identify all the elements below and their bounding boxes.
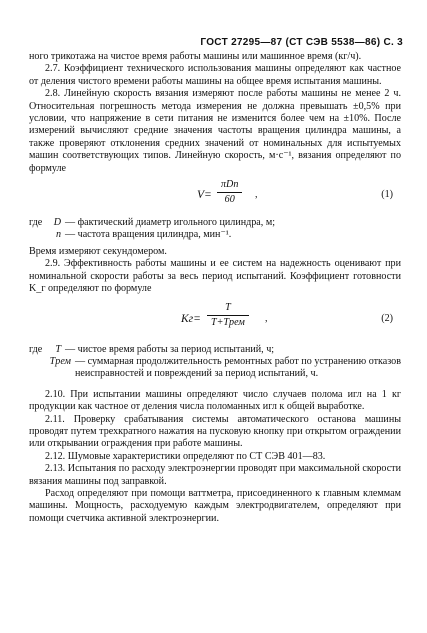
formula-1-numerator: πDn — [221, 179, 239, 191]
paragraph-2-7: 2.7. Коэффициент технического использования машины определяют как частное от деления чистого времени работы машины на общее время испытания машины. — [29, 63, 401, 87]
where-label: где — [29, 343, 43, 355]
definition-symbol: Tрем — [49, 355, 71, 367]
formula-2-number: (2) — [381, 312, 393, 324]
fraction-bar — [207, 315, 249, 316]
paragraph-2-9: 2.9. Эффективность работы машины и ее систем на надежность оценивают при номинальной скорости работы за весь период испытаний. Коэффициент готовности K_г определяют по формуле — [29, 258, 401, 295]
formula-1-number: (1) — [381, 189, 393, 201]
formula-2-lhs: Kг= — [181, 312, 201, 325]
definition-text: — чистое время работы за период испытаний, ч; — [65, 343, 275, 355]
paragraph-2-13: 2.13. Испытания по расходу электроэнергии проводят при максимальной скорости вязания машины под заправкой. — [29, 463, 401, 487]
definition-row — [29, 356, 401, 381]
formula-1-lhs: V= — [197, 189, 212, 202]
definition-text: — суммарная продолжительность ремонтных работ по устранению отказов неисправностей и повреждений за период испытаний, ч. — [75, 355, 401, 380]
page-header: ГОСТ 27295—87 (СТ СЭВ 5538—86) С. 3 — [200, 37, 403, 48]
paragraph-power: Расход определяют при помощи ваттметра, присоединенного к главным клеммам машины. Мощность, расходуемую каждым электродвигателем, определяют при помощи счетчика активной электроэнергии. — [29, 487, 401, 524]
formula-1-denominator: 60 — [224, 194, 235, 206]
definition-text: — частота вращения цилиндра, мин⁻¹. — [65, 229, 232, 241]
formula-1-comma: , — [255, 189, 258, 201]
definition-row — [29, 344, 401, 356]
formula-2-numerator: T — [225, 301, 231, 313]
where-label: где — [29, 217, 43, 229]
paragraph-2-10: 2.10. При испытании машины определяют число случаев полома игл на 1 кг продукции как частное от деления числа поломанных игл к общей выработке. — [29, 388, 401, 413]
formula-1-fraction — [217, 179, 242, 207]
definition-row — [29, 229, 401, 241]
definition-symbol: n — [55, 229, 61, 241]
paragraph-2-8: 2.8. Линейную скорость вязания измеряют после работы машины не менее 2 ч. Относительная погрешность метода измерения не должна превышать ±0,5% при условии, что напряжение в сети питания не изменится более чем на ±10%. После измерений вычисляют средние значения частоты вращения цилиндра машины, а также проверяют отклонения средних значений от номинальных для испытуемых машин соответствующих типов. Линейную скорость, м·с⁻¹, вязания определяют по формуле — [29, 88, 401, 174]
definition-row — [29, 217, 401, 229]
formula-1 — [29, 177, 401, 215]
document-body — [29, 51, 401, 525]
paragraph-continuation: ного трикотажа на чистое время работы машины или машинное время (кг/ч). — [29, 51, 362, 62]
definition-symbol: T — [55, 343, 61, 355]
paragraph-time: Время измеряют секундомером. — [29, 245, 167, 257]
definition-symbol: D — [53, 217, 61, 229]
paragraph-2-12: 2.12. Шумовые характеристики определяют по СТ СЭВ 401—83. — [45, 450, 326, 462]
formula-2-fraction — [207, 302, 249, 330]
fraction-bar — [217, 192, 242, 193]
definition-text: — фактический диаметр игольного цилиндра, м; — [65, 217, 276, 229]
formula-2-denominator: T+Tрем — [211, 316, 245, 328]
formula-2 — [29, 298, 401, 342]
paragraph-2-11: 2.11. Проверку срабатывания системы автоматического останова машины проводят путем трехкратного нажатия на пусковую кнопку при открытом ограждении или открывании ограждения при работе машины. — [29, 413, 401, 450]
formula-2-comma: , — [265, 312, 268, 324]
